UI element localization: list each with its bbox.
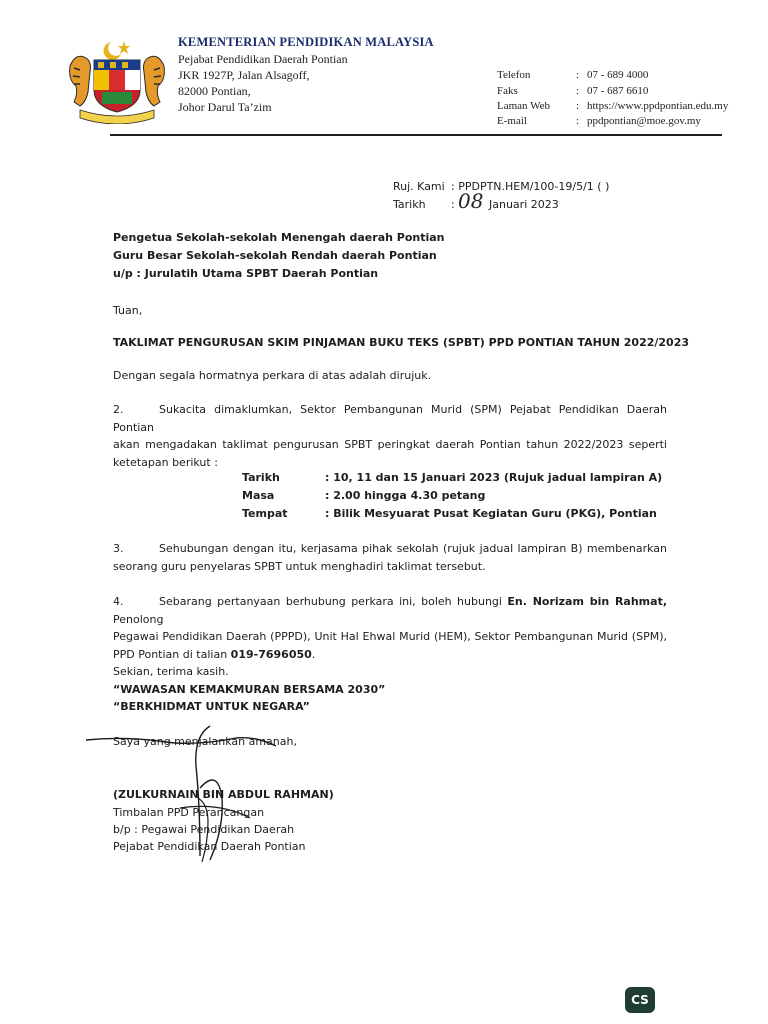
- slogan-line: “WAWASAN KEMAKMURAN BERSAMA 2030”: [113, 683, 386, 696]
- paragraph-line: Sukacita dimaklumkan, Sektor Pembangunan Murid (SPM) Pejabat Pendidikan Daerah Pontian: [113, 403, 667, 434]
- contact-label-phone: Telefon: [497, 69, 531, 81]
- letterhead-divider: [110, 134, 722, 136]
- paragraph-line: Sehubungan dengan itu, kerjasama pihak sekolah (rujuk jadual lampiran B) membenarkan: [159, 542, 667, 555]
- detail-label-date: Tarikh: [242, 471, 280, 484]
- paragraph-text: Penolong: [113, 612, 164, 626]
- date-handwritten: 08: [458, 189, 484, 213]
- detail-label-time: Masa: [242, 489, 275, 502]
- slogan-line: “BERKHIDMAT UNTUK NEGARA”: [113, 700, 310, 713]
- paragraph-line: ketetapan berikut :: [113, 455, 218, 469]
- paragraph-text: .: [311, 647, 316, 661]
- paragraph-text: Sebarang pertanyaan berhubung perkara ini, boleh hubungi: [159, 595, 508, 608]
- reference-number: : PPDPTN.HEM/100-19/5/1 ( ): [451, 180, 610, 193]
- salutation: Tuan,: [113, 304, 143, 317]
- signatory-name: (ZULKURNAIN BIN ABDUL RAHMAN): [113, 788, 334, 801]
- contact-website-value: https://www.ppdpontian.edu.my: [587, 100, 729, 112]
- contact-person-name: En. Norizam bin Rahmat,: [507, 595, 668, 608]
- letter-subject: TAKLIMAT PENGURUSAN SKIM PINJAMAN BUKU TEKS (SPBT) PPD PONTIAN TAHUN 2022/2023: [113, 336, 690, 349]
- contact-email-value: ppdpontian@moe.gov.my: [587, 115, 701, 127]
- paragraph-number: 2.: [113, 403, 124, 416]
- detail-value-date: : 10, 11 dan 15 Januari 2023 (Rujuk jadual lampiran A): [325, 471, 663, 484]
- recipient-line: Pengetua Sekolah-sekolah Menengah daerah Pontian: [113, 231, 445, 244]
- contact-fax-value: 07 - 687 6610: [587, 85, 649, 97]
- paragraph-text: PPD Pontian di talian: [113, 647, 231, 661]
- ministry-name: KEMENTERIAN PENDIDIKAN MALAYSIA: [178, 35, 434, 49]
- paragraph-4: [113, 593, 667, 681]
- sign-off: Saya yang menjalankan amanah,: [113, 735, 297, 748]
- signatory-title: b/p : Pegawai Pendidikan Daerah: [113, 823, 295, 836]
- address-line: Johor Darul Ta’zim: [178, 100, 272, 114]
- paragraph-number: 3.: [113, 542, 124, 555]
- malaysia-coat-of-arms-logo: [62, 36, 172, 124]
- detail-value-time: : 2.00 hingga 4.30 petang: [325, 489, 486, 502]
- detail-label-venue: Tempat: [242, 507, 288, 520]
- contact-label-email: E-mail: [497, 115, 527, 127]
- contact-phone-value: 07 - 689 4000: [587, 69, 649, 81]
- paragraph-line: Pegawai Pendidikan Daerah (PPPD), Unit Hal Ehwal Murid (HEM), Sektor Pembangunan Murid (SPM),: [113, 630, 667, 643]
- contact-phone-number: 019-7696050: [230, 647, 312, 661]
- paragraph-line: seorang guru penyelaras SPBT untuk menghadiri taklimat tersebut.: [113, 559, 486, 573]
- contact-separator: :: [576, 115, 580, 127]
- contact-separator: :: [576, 69, 580, 81]
- contact-separator: :: [576, 100, 580, 112]
- date-colon: :: [451, 198, 455, 211]
- date-label: Tarikh: [393, 198, 426, 211]
- recipient-line: Guru Besar Sekolah-sekolah Rendah daerah Pontian: [113, 249, 437, 262]
- detail-value-venue: : Bilik Mesyuarat Pusat Kegiatan Guru (PKG), Pontian: [325, 507, 657, 520]
- address-line: JKR 1927P, Jalan Alsagoff,: [178, 68, 310, 82]
- recipient-line: u/p : Jurulatih Utama SPBT Daerah Pontian: [113, 267, 379, 280]
- signatory-office: Pejabat Pendidikan Daerah Pontian: [113, 840, 306, 853]
- contact-label-website: Laman Web: [497, 100, 550, 112]
- paragraph-1: Dengan segala hormatnya perkara di atas adalah dirujuk.: [113, 369, 432, 382]
- contact-label-fax: Faks: [497, 85, 518, 97]
- paragraph-line: akan mengadakan taklimat pengurusan SPBT peringkat daerah Pontian tahun 2022/2023 seperti: [113, 438, 667, 451]
- address-line: Pejabat Pendidikan Daerah Pontian: [178, 52, 348, 66]
- address-line: 82000 Pontian,: [178, 84, 251, 98]
- paragraph-3: [113, 540, 667, 575]
- signatory-title: Timbalan PPD Perancangan: [113, 806, 265, 819]
- contact-separator: :: [576, 85, 580, 97]
- paragraph-number: 4.: [113, 595, 124, 608]
- date-month-year: Januari 2023: [489, 198, 559, 211]
- handwritten-signature: [80, 718, 320, 868]
- closing-remark: Sekian, terima kasih.: [113, 665, 229, 678]
- reference-label: Ruj. Kami: [393, 180, 445, 193]
- camscanner-badge: CS: [625, 987, 655, 1013]
- paragraph-2: [113, 401, 667, 471]
